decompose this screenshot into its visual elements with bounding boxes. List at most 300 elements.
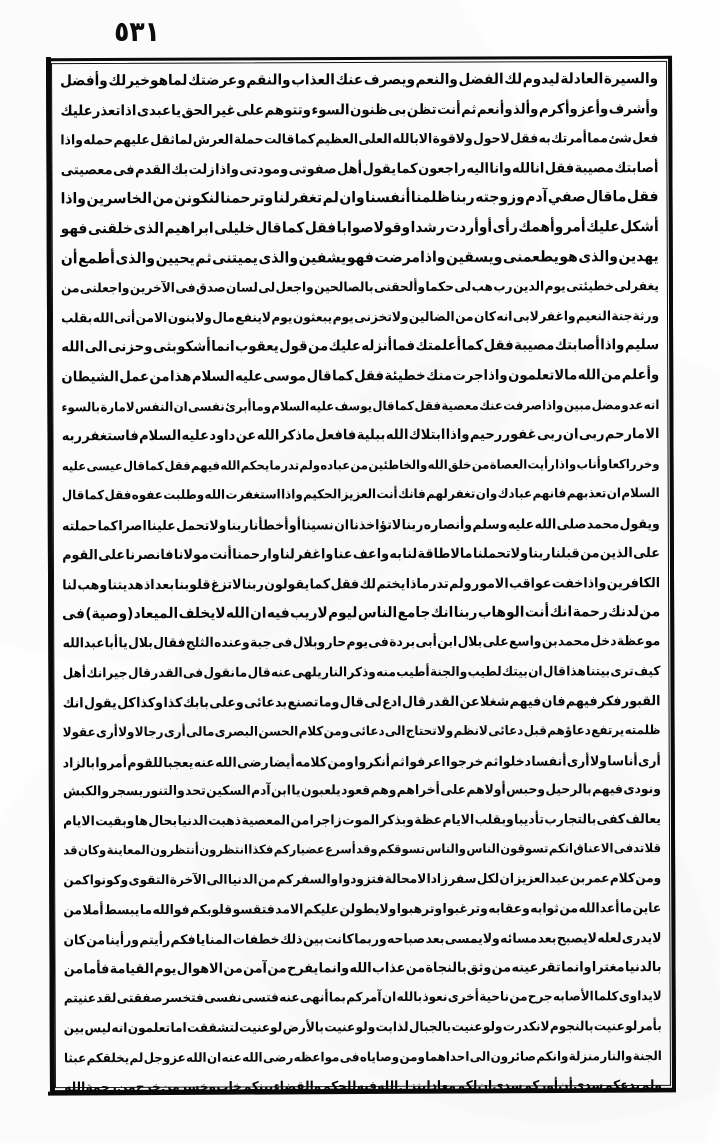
word: انك bbox=[430, 603, 454, 621]
word: فاستغفر bbox=[82, 428, 139, 445]
word: تغفر bbox=[290, 189, 323, 208]
word: فتقسو bbox=[232, 901, 275, 917]
word: أبرئ bbox=[225, 398, 252, 414]
word: قد bbox=[63, 843, 78, 858]
word: أصابتك bbox=[614, 160, 659, 177]
word: وانما bbox=[318, 960, 350, 977]
word: موعظة bbox=[616, 633, 661, 649]
word: اليه bbox=[466, 160, 489, 177]
word: كمن bbox=[63, 872, 90, 888]
word: يعجبا bbox=[163, 753, 194, 770]
word: كما bbox=[97, 517, 118, 534]
word: كلام bbox=[298, 723, 324, 739]
text-line bbox=[60, 538, 662, 570]
word: لايدرى bbox=[621, 929, 662, 946]
word: الله bbox=[242, 1049, 263, 1065]
word: يوم bbox=[332, 309, 354, 325]
word: والذى bbox=[258, 249, 299, 267]
word: فوالله bbox=[152, 901, 190, 917]
word: من bbox=[161, 1079, 180, 1095]
text-line bbox=[60, 450, 662, 482]
word: عن bbox=[235, 428, 257, 445]
word: ربنا bbox=[528, 545, 551, 562]
word: أهل bbox=[336, 161, 363, 178]
word: قال bbox=[401, 693, 427, 710]
word: فيه bbox=[266, 604, 290, 622]
word: خاب bbox=[216, 1079, 242, 1095]
word: دعائى bbox=[349, 723, 385, 739]
word: يختم bbox=[376, 575, 406, 592]
word: ربنا bbox=[453, 603, 478, 621]
word: قال bbox=[542, 663, 566, 679]
word: عليه bbox=[234, 368, 263, 385]
word: فيهم bbox=[190, 457, 221, 473]
word: يلهى bbox=[291, 664, 322, 680]
word: تصنع bbox=[287, 694, 319, 711]
word: ها bbox=[134, 813, 148, 829]
word: وأشرف bbox=[608, 100, 659, 118]
word: لتشققت bbox=[186, 1020, 239, 1036]
word: مالى bbox=[185, 724, 215, 740]
word: ابن bbox=[271, 783, 291, 798]
word: ان bbox=[381, 989, 397, 1005]
word: ابن bbox=[437, 634, 458, 650]
word: آدم bbox=[525, 189, 548, 207]
word: أولاهم bbox=[466, 782, 506, 798]
word: والتنور bbox=[143, 783, 185, 799]
word: ولاقوة bbox=[432, 131, 473, 147]
word: الله bbox=[256, 427, 280, 444]
word: بثى bbox=[152, 339, 177, 356]
word: أنهى bbox=[299, 990, 329, 1006]
page-folio-number: ٥٣١ bbox=[114, 15, 160, 48]
text-line bbox=[59, 331, 661, 363]
word: فيهم bbox=[565, 693, 598, 710]
word: عنك bbox=[479, 397, 503, 413]
word: بابك bbox=[182, 694, 209, 711]
word: سدى bbox=[492, 1078, 523, 1094]
text-line bbox=[60, 568, 662, 600]
word: ولا bbox=[118, 724, 135, 740]
word: انه bbox=[496, 308, 513, 324]
word: لكم bbox=[456, 1078, 478, 1094]
word: قال bbox=[339, 693, 364, 710]
word: الى bbox=[384, 723, 406, 739]
word: بيتنا bbox=[586, 663, 611, 679]
word: ولم bbox=[449, 575, 472, 592]
word: واذاجرت bbox=[452, 367, 508, 385]
word: عنه bbox=[193, 753, 215, 770]
word: ليس bbox=[84, 1020, 112, 1036]
word: انه bbox=[643, 396, 660, 412]
word: لنكونن bbox=[174, 190, 220, 208]
word: صلى bbox=[556, 515, 587, 532]
word: الامن bbox=[135, 310, 168, 325]
word: دخل bbox=[590, 633, 617, 649]
word: عن bbox=[459, 693, 480, 710]
word: كما bbox=[394, 397, 415, 413]
word: أمرتك bbox=[551, 130, 587, 146]
word: قلوبنا bbox=[174, 576, 211, 593]
word: يميتنى bbox=[212, 249, 258, 267]
word: القدر bbox=[151, 665, 183, 681]
word: صدق bbox=[195, 280, 226, 296]
word: أوركم bbox=[522, 1077, 559, 1093]
word: نفسى bbox=[204, 990, 242, 1006]
word: من bbox=[152, 190, 174, 208]
word: يلعبون bbox=[300, 782, 341, 798]
word: ثم bbox=[483, 752, 499, 769]
word: بالصالحين bbox=[314, 279, 374, 295]
word: أرى bbox=[96, 724, 118, 740]
word: فانهم bbox=[532, 486, 567, 502]
word: محمد bbox=[586, 515, 620, 532]
word: ياعبدى bbox=[136, 102, 182, 119]
word: من bbox=[639, 603, 661, 621]
word: فقل bbox=[483, 338, 514, 355]
word: المنايا bbox=[195, 931, 233, 948]
word: أتى bbox=[114, 310, 136, 326]
word: الفضل bbox=[458, 70, 504, 89]
word: الله bbox=[577, 367, 601, 384]
word: عزوجل bbox=[143, 1049, 186, 1065]
word: بالنجوم bbox=[549, 1018, 594, 1034]
word: كفى bbox=[596, 811, 626, 827]
word: من bbox=[257, 871, 277, 887]
word: فى bbox=[339, 1049, 360, 1065]
word: فى bbox=[62, 605, 85, 623]
word: ابتلاك bbox=[408, 427, 446, 444]
word: فافعل bbox=[315, 427, 357, 444]
word: ظلمته bbox=[624, 722, 661, 738]
word: ومن bbox=[327, 753, 354, 770]
word: رضى bbox=[262, 1049, 294, 1065]
word: لكل bbox=[476, 871, 500, 886]
word: ما bbox=[139, 901, 153, 917]
word: معادا bbox=[426, 1078, 456, 1094]
word: لابى bbox=[512, 308, 539, 324]
word: وكان bbox=[77, 842, 107, 858]
word: واذا bbox=[215, 161, 239, 178]
word: فقل bbox=[104, 487, 132, 503]
word: ان bbox=[499, 870, 514, 886]
word: آمركم bbox=[346, 989, 382, 1005]
word: والذى bbox=[115, 249, 156, 267]
word: الميعاد bbox=[133, 604, 179, 622]
text-line bbox=[61, 716, 663, 748]
word: هذا bbox=[169, 369, 192, 386]
word: يخلقكم bbox=[86, 1050, 130, 1066]
word: يحكم bbox=[240, 457, 270, 473]
text-line bbox=[61, 745, 663, 777]
word: سليم bbox=[624, 337, 660, 354]
word: الله bbox=[61, 339, 85, 356]
word: انك bbox=[62, 695, 84, 712]
word: فهو bbox=[346, 248, 374, 267]
word: فعل bbox=[632, 130, 659, 146]
word: واغفر bbox=[295, 546, 334, 563]
word: كيف bbox=[633, 663, 661, 679]
word: يرتفع bbox=[591, 722, 625, 738]
word: لم bbox=[129, 1049, 144, 1065]
word: وعرضتك bbox=[187, 71, 246, 90]
word: عبثا bbox=[63, 1050, 87, 1066]
word: والكبش bbox=[63, 783, 110, 799]
word: وألحقنى bbox=[373, 279, 426, 295]
word: الله bbox=[427, 456, 448, 472]
word: فقل bbox=[354, 368, 385, 385]
word: عقولا bbox=[62, 724, 96, 740]
word: كذا bbox=[163, 694, 183, 711]
word: واعف bbox=[352, 545, 390, 562]
word: أن bbox=[60, 250, 78, 268]
word: وحبس bbox=[506, 782, 545, 798]
word: الله bbox=[534, 515, 557, 532]
text-line bbox=[59, 272, 661, 304]
word: واذامرضت bbox=[374, 248, 446, 266]
word: مما bbox=[587, 130, 608, 146]
word: يهدين bbox=[618, 247, 659, 266]
word: الشيطان bbox=[61, 369, 119, 386]
word: وربما bbox=[354, 930, 387, 947]
word: راكعا bbox=[608, 456, 637, 472]
word: لنا bbox=[402, 545, 418, 562]
word: ولايمسى bbox=[444, 930, 500, 947]
word: خلق bbox=[447, 456, 472, 472]
word: معصيتى bbox=[60, 162, 113, 179]
word: على bbox=[440, 782, 467, 798]
word: صفي bbox=[547, 188, 586, 207]
text-line bbox=[59, 361, 661, 393]
word: كما bbox=[294, 131, 316, 147]
word: وكونوا bbox=[89, 872, 129, 888]
word: من bbox=[471, 456, 490, 472]
word: الله bbox=[385, 427, 409, 444]
word: ثوابه bbox=[530, 900, 559, 916]
word: لى bbox=[364, 693, 382, 710]
word: حمله bbox=[83, 132, 114, 148]
word: وان bbox=[475, 486, 498, 502]
word: لامحالة bbox=[384, 871, 427, 887]
word: واذا bbox=[281, 487, 303, 502]
word: لاتزغ bbox=[210, 576, 242, 593]
word: مضل bbox=[591, 397, 621, 413]
word: يعقوب bbox=[234, 339, 279, 356]
word: ربه bbox=[61, 428, 82, 445]
word: عنيتم bbox=[63, 990, 97, 1006]
word: داود bbox=[209, 428, 236, 445]
word: وخسر bbox=[179, 1079, 217, 1095]
word: عليك bbox=[586, 218, 620, 236]
word: الايام bbox=[63, 813, 95, 829]
word: ربنا bbox=[450, 189, 475, 207]
word: لنا bbox=[62, 576, 77, 593]
word: لانكدرت bbox=[502, 1018, 550, 1034]
word: أباعبدالله bbox=[62, 635, 119, 651]
word: القبور bbox=[621, 692, 661, 709]
word: العرش bbox=[192, 132, 234, 148]
word: بيتك bbox=[501, 663, 528, 679]
word: ناحية bbox=[479, 989, 510, 1005]
word: لى bbox=[258, 280, 276, 295]
word: بى bbox=[387, 101, 407, 118]
word: رضى bbox=[237, 753, 269, 770]
word: جيرانك bbox=[86, 665, 128, 681]
word: تقر bbox=[538, 959, 561, 976]
word: مال bbox=[212, 309, 235, 325]
word: لاحول bbox=[473, 131, 510, 147]
word: لاريب bbox=[290, 604, 328, 622]
word: أنكروا bbox=[354, 753, 390, 770]
word: كانت bbox=[324, 930, 354, 947]
word: احداهما bbox=[425, 1048, 470, 1064]
word: من bbox=[455, 308, 474, 324]
word: السلام bbox=[271, 398, 310, 414]
word: يقولون bbox=[264, 575, 310, 592]
word: الأصابه bbox=[552, 989, 594, 1005]
word: وأهمك bbox=[518, 218, 564, 236]
word: رأيتم bbox=[139, 931, 171, 948]
word: يبسط bbox=[104, 902, 140, 917]
word: بالتجارب bbox=[544, 811, 597, 827]
word: وما bbox=[251, 398, 271, 414]
word: وأعلم bbox=[621, 367, 660, 384]
word: بأمر bbox=[637, 1018, 662, 1034]
word: قلا bbox=[644, 840, 662, 856]
word: ومن bbox=[635, 870, 662, 886]
word: دعائى bbox=[488, 722, 524, 738]
word: العلى bbox=[358, 131, 392, 147]
word: أنت bbox=[437, 101, 461, 118]
word: ان bbox=[173, 398, 188, 414]
word: يطعمنى bbox=[502, 248, 559, 266]
word: كلامه bbox=[295, 753, 327, 770]
word: ما bbox=[235, 664, 248, 680]
word: عذاب bbox=[371, 960, 406, 977]
word: عمل bbox=[119, 369, 150, 386]
word: اما bbox=[170, 1020, 187, 1036]
word: ولو bbox=[355, 1019, 376, 1035]
word: من bbox=[509, 989, 528, 1005]
word: أشكل bbox=[620, 218, 659, 236]
word: قال bbox=[372, 397, 395, 413]
word: المعاينة bbox=[106, 842, 150, 858]
word: يوم bbox=[154, 961, 177, 978]
word: فكم bbox=[170, 931, 196, 948]
word: عمر bbox=[585, 870, 610, 886]
word: وعنده bbox=[214, 635, 250, 651]
word: وألذ bbox=[512, 101, 539, 118]
word: ولاتحملنا bbox=[472, 545, 529, 562]
word: ان bbox=[606, 485, 621, 501]
word: لى bbox=[454, 279, 472, 295]
word: من bbox=[61, 280, 80, 296]
word: قلوبكم bbox=[189, 901, 233, 917]
word: به bbox=[389, 545, 402, 562]
word: فقل bbox=[330, 575, 360, 592]
word: نعوذ bbox=[422, 989, 448, 1005]
word: كما bbox=[332, 368, 354, 385]
word: السكين bbox=[206, 783, 251, 799]
word: انك bbox=[549, 603, 573, 621]
word: عليه bbox=[507, 515, 535, 532]
word: خرجوا bbox=[445, 752, 484, 769]
word: وانكم bbox=[536, 1048, 569, 1064]
word: الذى bbox=[133, 220, 164, 238]
word: فقل bbox=[164, 457, 191, 473]
word: خطيئة bbox=[384, 368, 426, 385]
text-line bbox=[60, 686, 662, 718]
text-line bbox=[61, 775, 663, 807]
word: ماذا bbox=[405, 575, 430, 592]
word: مولانا bbox=[173, 546, 209, 563]
word: بحال bbox=[148, 813, 178, 829]
word: القيامة bbox=[109, 961, 154, 978]
word: شئ bbox=[608, 130, 632, 146]
word: حكما bbox=[425, 279, 455, 295]
word: وأفضل bbox=[60, 72, 108, 90]
word: بالأرض bbox=[282, 1019, 324, 1035]
word: بعد bbox=[537, 930, 557, 946]
word: موسى bbox=[263, 368, 307, 385]
word: هب bbox=[471, 279, 493, 295]
word: قال bbox=[61, 487, 85, 503]
word: مسائه bbox=[500, 930, 538, 947]
word: تعلمون bbox=[127, 1020, 171, 1036]
word: أنفسنا bbox=[365, 189, 411, 207]
word: قال bbox=[247, 664, 271, 680]
word: واذاصرفت bbox=[503, 397, 564, 413]
word: النفس bbox=[134, 398, 174, 414]
word: عليه bbox=[61, 458, 87, 474]
word: لايداوى bbox=[618, 988, 662, 1004]
word: الناس bbox=[357, 604, 398, 622]
word: ذهبت bbox=[208, 812, 242, 828]
word: الله bbox=[64, 1079, 86, 1095]
word: أشكو bbox=[177, 339, 211, 356]
word: الامور bbox=[471, 575, 509, 592]
word: لذابت bbox=[375, 1019, 409, 1035]
word: انكم bbox=[548, 841, 574, 857]
word: ولم bbox=[299, 457, 321, 473]
word: أبى bbox=[415, 634, 437, 650]
word: ربنا bbox=[401, 516, 424, 533]
word: الخاسرين bbox=[86, 190, 152, 208]
word: علينا bbox=[147, 517, 176, 534]
word: منزلة bbox=[568, 1048, 601, 1064]
word: يعالف bbox=[625, 811, 661, 827]
word: فى bbox=[271, 635, 293, 650]
word: من bbox=[601, 367, 622, 384]
word: لم bbox=[322, 189, 339, 207]
word: الا bbox=[645, 426, 660, 443]
word: ولايطولن bbox=[339, 901, 397, 917]
word: لهم bbox=[426, 486, 448, 502]
text-line bbox=[62, 982, 664, 1014]
word: وهب bbox=[77, 576, 108, 593]
word: اعرفوا bbox=[405, 752, 446, 769]
word: فقل bbox=[414, 397, 442, 413]
word: وقولاصوابا bbox=[336, 219, 411, 237]
word: ولو bbox=[482, 1018, 503, 1034]
word: كان bbox=[63, 931, 86, 948]
word: للحكم bbox=[321, 1078, 357, 1094]
word: العادلة bbox=[560, 70, 604, 88]
word: من bbox=[117, 1079, 136, 1095]
word: ويسقين bbox=[445, 248, 503, 266]
word: واذا bbox=[600, 337, 625, 354]
word: أمروا bbox=[95, 754, 127, 771]
